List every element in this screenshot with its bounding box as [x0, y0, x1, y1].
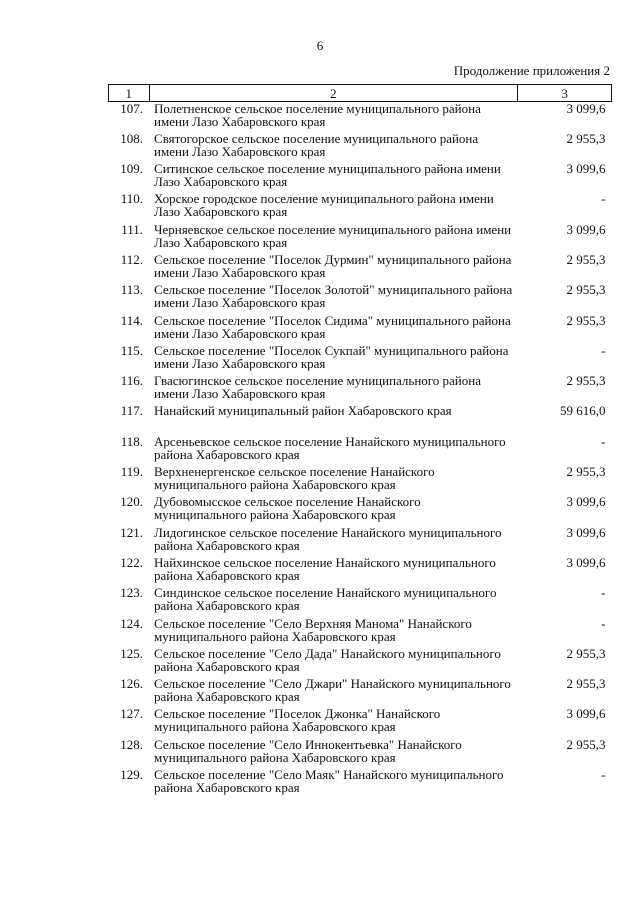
row-value: 2 955,3: [566, 251, 606, 267]
row-value: 2 955,3: [566, 130, 606, 146]
row-value: 3 099,6: [566, 221, 606, 237]
row-name: Ситинское сельское поселение муниципального района имени Лазо Хабаровского края: [154, 161, 501, 190]
header-col-1: 1: [109, 85, 150, 102]
row-name: Сельское поселение "Село Верхняя Манома" Нанайского муниципального района Хабаровского края: [154, 615, 472, 644]
row-number: 108.: [120, 130, 144, 146]
row-name: Сельское поселение "Село Иннокентьевка" Нанайского муниципального района Хабаровского края: [154, 736, 462, 765]
table-header: [109, 85, 612, 102]
row-name: Найхинское сельское поселение Нанайского муниципального района Хабаровского края: [154, 554, 496, 583]
row-value: 3 099,6: [566, 524, 606, 540]
table-row: [109, 223, 612, 253]
row-value: -: [601, 585, 606, 601]
row-number: 107.: [120, 101, 144, 116]
header-col-2: 2: [149, 85, 518, 102]
table-row: [109, 162, 612, 192]
row-number: 119.: [120, 464, 144, 480]
table-row: [109, 617, 612, 647]
row-value: 2 955,3: [566, 312, 606, 328]
table-row: [109, 707, 612, 737]
allocation-table: [108, 84, 612, 798]
table-row: [109, 283, 612, 313]
row-value: 2 955,3: [566, 736, 606, 752]
row-number: 125.: [120, 645, 144, 661]
row-name: Арсеньевское сельское поселение Нанайского муниципального района Хабаровского края: [154, 433, 506, 462]
row-value: 3 099,6: [566, 494, 606, 510]
row-name: Сельское поселение "Село Джари" Нанайского муниципального района Хабаровского края: [154, 676, 511, 705]
row-value: -: [601, 615, 606, 631]
row-name: Сельское поселение "Поселок Дурмин" муниципального района имени Лазо Хабаровского края: [154, 251, 512, 280]
row-name: Лидогинское сельское поселение Нанайского муниципального района Хабаровского края: [154, 524, 502, 553]
row-name: Черняевское сельское поселение муниципального района имени Лазо Хабаровского края: [154, 221, 512, 250]
row-number: 110.: [120, 191, 144, 207]
row-value: 2 955,3: [566, 373, 606, 389]
continuation-label: Продолжение приложения 2: [453, 63, 610, 78]
row-name: Сельское поселение "Село Маяк" Нанайского муниципального района Хабаровского края: [154, 767, 504, 796]
row-number: 113.: [120, 282, 144, 298]
row-number: 112.: [120, 251, 144, 267]
table-row: [109, 404, 612, 434]
row-number: 118.: [120, 433, 144, 449]
row-value: -: [601, 191, 606, 207]
table-row: [109, 586, 612, 616]
row-number: 128.: [120, 736, 144, 752]
row-number: 114.: [120, 312, 144, 328]
table-row: [109, 132, 612, 162]
row-number: 123.: [120, 585, 144, 601]
table-row: [109, 192, 612, 222]
row-value: 2 955,3: [566, 464, 606, 480]
row-value: 2 955,3: [566, 676, 606, 692]
row-value: 2 955,3: [566, 645, 606, 661]
table-row: [109, 738, 612, 768]
table-row: [109, 495, 612, 525]
row-value: 3 099,6: [566, 101, 606, 116]
table-body: [109, 102, 612, 799]
row-value: 3 099,6: [566, 554, 606, 570]
table-row: [109, 314, 612, 344]
row-number: 116.: [120, 373, 144, 389]
table-row: [109, 102, 612, 132]
row-value: -: [601, 767, 606, 783]
row-name: Синдинское сельское поселение Нанайского муниципального района Хабаровского края: [154, 585, 497, 614]
row-number: 127.: [120, 706, 144, 722]
table-row: [109, 374, 612, 404]
table-row: [109, 465, 612, 495]
table-row: [109, 647, 612, 677]
table-row: [109, 556, 612, 586]
row-number: 111.: [121, 221, 144, 237]
row-name: Сельское поселение "Село Дада" Нанайского муниципального района Хабаровского края: [154, 645, 501, 674]
row-value: -: [601, 342, 606, 358]
table-row: [109, 435, 612, 465]
table-row: [109, 677, 612, 707]
row-name: Хорское городское поселение муниципального района имени Лазо Хабаровского края: [154, 191, 494, 220]
row-value: 3 099,6: [566, 161, 606, 177]
row-number: 129.: [120, 767, 144, 783]
table-row: [109, 253, 612, 283]
row-name: Нанайский муниципальный район Хабаровского края: [154, 403, 452, 419]
row-name: Верхненергенское сельское поселение Нанайского муниципального района Хабаровского края: [154, 464, 435, 493]
row-name: Сельское поселение "Поселок Джонка" Нанайского муниципального района Хабаровского края: [154, 706, 441, 735]
header-col-3: 3: [518, 85, 612, 102]
row-name: Полетненское сельское поселение муниципального района имени Лазо Хабаровского края: [154, 101, 481, 129]
row-name: Сельское поселение "Поселок Золотой" муниципального района имени Лазо Хабаровского края: [154, 282, 513, 311]
table-row: [109, 768, 612, 798]
row-number: 120.: [120, 494, 144, 510]
row-name: Дубовомысское сельское поселение Нанайского муниципального района Хабаровского края: [154, 494, 421, 523]
row-name: Сельское поселение "Поселок Сидима" муниципального района имени Лазо Хабаровского края: [154, 312, 511, 341]
table-row: [109, 344, 612, 374]
page-number: 6: [316, 38, 324, 53]
row-value: 59 616,0: [560, 403, 606, 419]
row-name: Гвасюгинское сельское поселение муниципального района имени Лазо Хабаровского края: [154, 373, 481, 402]
row-number: 109.: [120, 161, 144, 177]
row-value: 2 955,3: [566, 282, 606, 298]
row-number: 121.: [120, 524, 144, 540]
row-number: 122.: [120, 554, 144, 570]
table-row: [109, 526, 612, 556]
row-number: 115.: [120, 342, 144, 358]
row-name: Сельское поселение "Поселок Сукпай" муниципального района имени Лазо Хабаровского края: [154, 342, 509, 371]
row-name: Святогорское сельское поселение муниципального района имени Лазо Хабаровского края: [154, 130, 479, 159]
row-number: 124.: [120, 615, 144, 631]
row-value: -: [601, 433, 606, 449]
row-number: 117.: [120, 403, 144, 419]
row-value: 3 099,6: [566, 706, 606, 722]
row-number: 126.: [120, 676, 144, 692]
